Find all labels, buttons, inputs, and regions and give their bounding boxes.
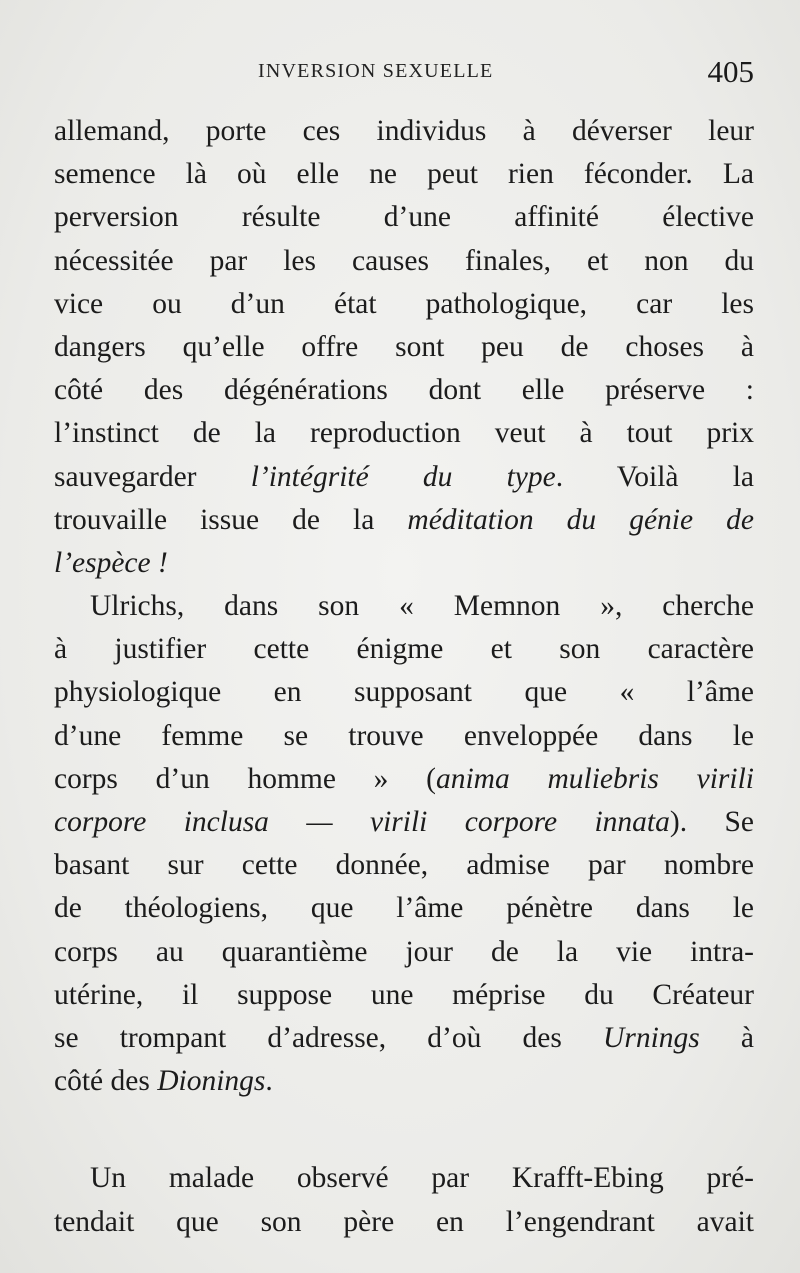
italic-text: l’intégrité du type	[250, 460, 556, 493]
text-run: tendait que son père en l’engendrant avait	[54, 1205, 754, 1238]
text-line	[54, 715, 754, 758]
text-run: côté des dégénérations dont elle préserve :	[54, 374, 754, 407]
text-run: à	[699, 1021, 754, 1054]
text-line	[54, 974, 754, 1017]
page-number: 405	[707, 54, 754, 89]
text-run: côté des	[54, 1065, 158, 1098]
text-line	[54, 671, 754, 714]
text-line	[54, 1157, 754, 1200]
text-run: corps au quarantième jour de la vie intra-	[54, 935, 754, 968]
body-text	[54, 110, 754, 1244]
text-run: ). Se	[669, 806, 754, 838]
text-line	[54, 542, 754, 585]
text-line	[54, 1017, 754, 1060]
italic-text: méditation du génie de	[407, 503, 754, 536]
italic-text: l’espèce !	[54, 546, 168, 579]
italic-text: anima muliebris virili	[435, 762, 754, 795]
text-run: d’une femme se trouve enveloppée dans le	[54, 719, 754, 752]
text-run: vice ou d’un état pathologique, car les	[54, 287, 754, 320]
text-run: utérine, il suppose une méprise du Créateur	[54, 978, 754, 1011]
text-line	[54, 326, 754, 369]
text-run: . Voilà la	[555, 460, 754, 493]
text-line	[54, 240, 754, 283]
text-line	[54, 196, 754, 239]
text-line	[54, 283, 754, 326]
text-run: physiologique en supposant que « l’âme	[54, 676, 754, 709]
text-run: semence là où elle ne peut rien féconder. La	[54, 158, 754, 191]
text-run: l’instinct de la reproduction veut à tout prix	[54, 417, 754, 450]
text-run: de théologiens, que l’âme pénètre dans le	[54, 892, 754, 925]
text-line	[54, 1060, 754, 1103]
text-run: dangers qu’elle offre sont peu de choses à	[54, 330, 754, 363]
paragraph-gap	[54, 1103, 754, 1157]
text-line	[54, 887, 754, 930]
text-line	[54, 758, 754, 801]
running-header	[0, 54, 800, 92]
text-line	[54, 153, 754, 196]
italic-text: Dionings	[157, 1065, 266, 1098]
text-line	[54, 931, 754, 974]
text-run: corps d’un homme » (	[54, 762, 436, 795]
text-line	[54, 1201, 754, 1244]
italic-text: Urnings	[603, 1021, 700, 1054]
text-run: Un malade observé par Krafft-Ebing pré-	[90, 1162, 754, 1195]
paragraph	[54, 110, 754, 585]
text-run: se trompant d’adresse, d’où des	[54, 1021, 604, 1054]
text-line	[54, 628, 754, 671]
italic-text: corpore inclusa — virili corpore innata	[54, 806, 670, 838]
text-line	[54, 369, 754, 412]
text-run: trouvaille issue de la	[54, 503, 408, 536]
text-run: Ulrichs, dans son « Memnon », cherche	[90, 590, 754, 623]
text-run: sauvegarder	[54, 460, 251, 493]
text-line	[54, 801, 754, 844]
text-line	[54, 844, 754, 887]
text-line	[54, 585, 754, 628]
text-run: allemand, porte ces individus à déverser leur	[54, 115, 754, 147]
text-run: perversion résulte d’une affinité élective	[54, 201, 754, 234]
text-line	[54, 412, 754, 455]
text-run: à justifier cette énigme et son caractère	[54, 633, 754, 666]
text-line	[54, 499, 754, 542]
text-run: nécessitée par les causes finales, et non du	[54, 244, 754, 277]
paragraph	[54, 585, 754, 1103]
text-line	[54, 456, 754, 499]
text-run: basant sur cette donnée, admise par nombre	[54, 849, 754, 882]
text-line	[54, 110, 754, 153]
text-run: .	[265, 1065, 273, 1098]
running-title: INVERSION SEXUELLE	[258, 60, 494, 82]
paragraph	[54, 1157, 754, 1243]
